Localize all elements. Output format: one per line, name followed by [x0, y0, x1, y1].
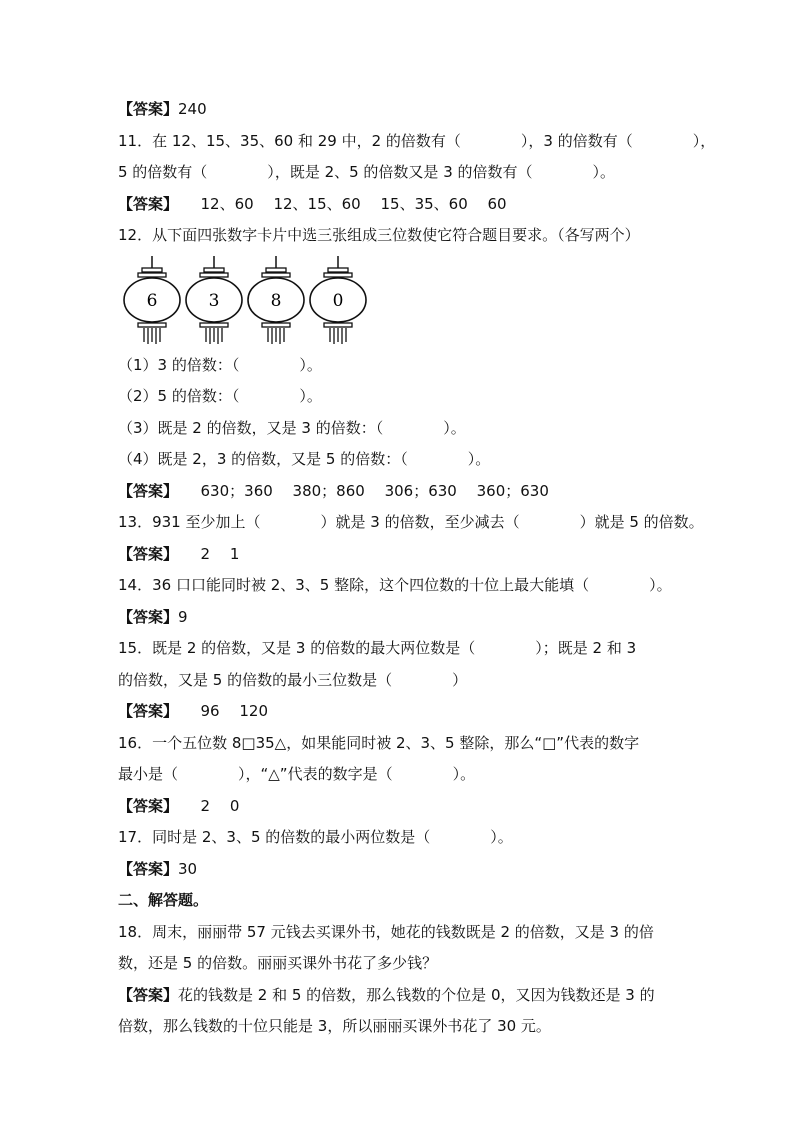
answer-tag: 【答案】 [118, 194, 171, 213]
answer-text: 240 [178, 100, 207, 118]
card-digit: 6 [146, 290, 158, 311]
lantern-icon [184, 254, 244, 350]
question-11-line-2: 5 的倍数有（ ），既是 2、5 的倍数又是 3 的倍数有（ ）。 [118, 163, 616, 181]
answer-tag: 【答案】 [118, 100, 179, 118]
question-17: 17．同时是 2、3、5 的倍数的最小两位数是（ ）。 [118, 828, 513, 846]
answer-18-line-2: 倍数，那么钱数的十位只能是 3，所以丽丽买课外书花了 30 元。 [118, 1017, 551, 1035]
question-12: 12．从下面四张数字卡片中选三张组成三位数使它符合题目要求。（各写两个） [118, 226, 640, 244]
question-18-line-1: 18．周末，丽丽带 57 元钱去买课外书，她花的钱数既是 2 的倍数，又是 3 的倍 [118, 922, 654, 941]
section-heading: 二、解答题。 [118, 891, 209, 909]
lantern-icon [246, 254, 306, 350]
question-12-part-4: （4）既是 2，3 的倍数，又是 5 的倍数：（ ）。 [118, 450, 491, 468]
card-digit: 0 [332, 290, 344, 311]
question-16-line-2: 最小是（ ），“△”代表的数字是（ ）。 [118, 765, 476, 783]
answer-text: 花的钱数是 2 和 5 的倍数，那么钱数的个位是 0，又因为钱数还是 3 的 [178, 985, 655, 1004]
answer-tag: 【答案】 [118, 796, 171, 815]
lantern-card-3 [246, 254, 306, 350]
answer-14 [118, 602, 678, 634]
lantern-card-2 [184, 254, 244, 350]
card-digit: 3 [208, 290, 220, 311]
answer-17 [118, 854, 678, 886]
question-18-line-2: 数，还是 5 的倍数。丽丽买课外书花了多少钱？ [118, 954, 438, 972]
lantern-icon [122, 254, 182, 350]
answer-text: 96 120 [170, 702, 269, 720]
question-15-line-2: 的倍数，又是 5 的倍数的最小三位数是（ ） [118, 670, 468, 689]
answer-12 [118, 476, 678, 508]
question-12-part-3: （3）既是 2 的倍数，又是 3 的倍数：（ ）。 [118, 418, 466, 437]
question-16-line-1: 16．一个五位数 8□35△，如果能同时被 2、3、5 整除，那么“□”代表的数字 [118, 733, 640, 752]
answer-text: 630；360 380；860 306；630 360；630 [170, 481, 549, 500]
answer-text: 12、60 12、15、60 15、35、60 60 [170, 194, 507, 213]
question-11-line-1: 11．在 12、15、35、60 和 29 中，2 的倍数有（ ），3 的倍数有（ ）， [118, 131, 716, 150]
answer-16 [118, 791, 678, 823]
lantern-icon [308, 254, 368, 350]
question-15-line-1: 15．既是 2 的倍数，又是 3 的倍数的最大两位数是（ ）；既是 2 和 3 [118, 639, 637, 657]
answer-tag: 【答案】 [118, 544, 171, 563]
lantern-card-1 [122, 254, 182, 350]
question-12-part-1: （1）3 的倍数：（ ）。 [118, 355, 322, 374]
answer-18 [118, 980, 678, 1012]
lantern-card-4 [308, 254, 368, 350]
card-digit: 8 [270, 290, 282, 311]
answer-10 [118, 94, 678, 126]
answer-tag: 【答案】 [118, 702, 171, 720]
number-card-lanterns [118, 254, 678, 350]
answer-15 [118, 696, 678, 728]
question-14: 14．36 口口能同时被 2、3、5 整除，这个四位数的十位上最大能填（ ）。 [118, 576, 672, 594]
answer-tag: 【答案】 [118, 985, 179, 1004]
answer-text: 30 [178, 859, 198, 878]
answer-text: 2 0 [170, 796, 240, 815]
answer-text: 2 1 [170, 544, 240, 563]
answer-tag: 【答案】 [118, 607, 179, 626]
answer-tag: 【答案】 [118, 859, 179, 878]
question-13: 13．931 至少加上（ ）就是 3 的倍数，至少减去（ ）就是 5 的倍数。 [118, 513, 704, 531]
answer-text: 9 [178, 607, 188, 626]
worksheet-page [118, 94, 716, 1043]
answer-11 [118, 189, 678, 221]
answer-tag: 【答案】 [118, 481, 171, 500]
question-12-part-2: （2）5 的倍数：（ ）。 [118, 387, 322, 405]
answer-13 [118, 539, 678, 571]
